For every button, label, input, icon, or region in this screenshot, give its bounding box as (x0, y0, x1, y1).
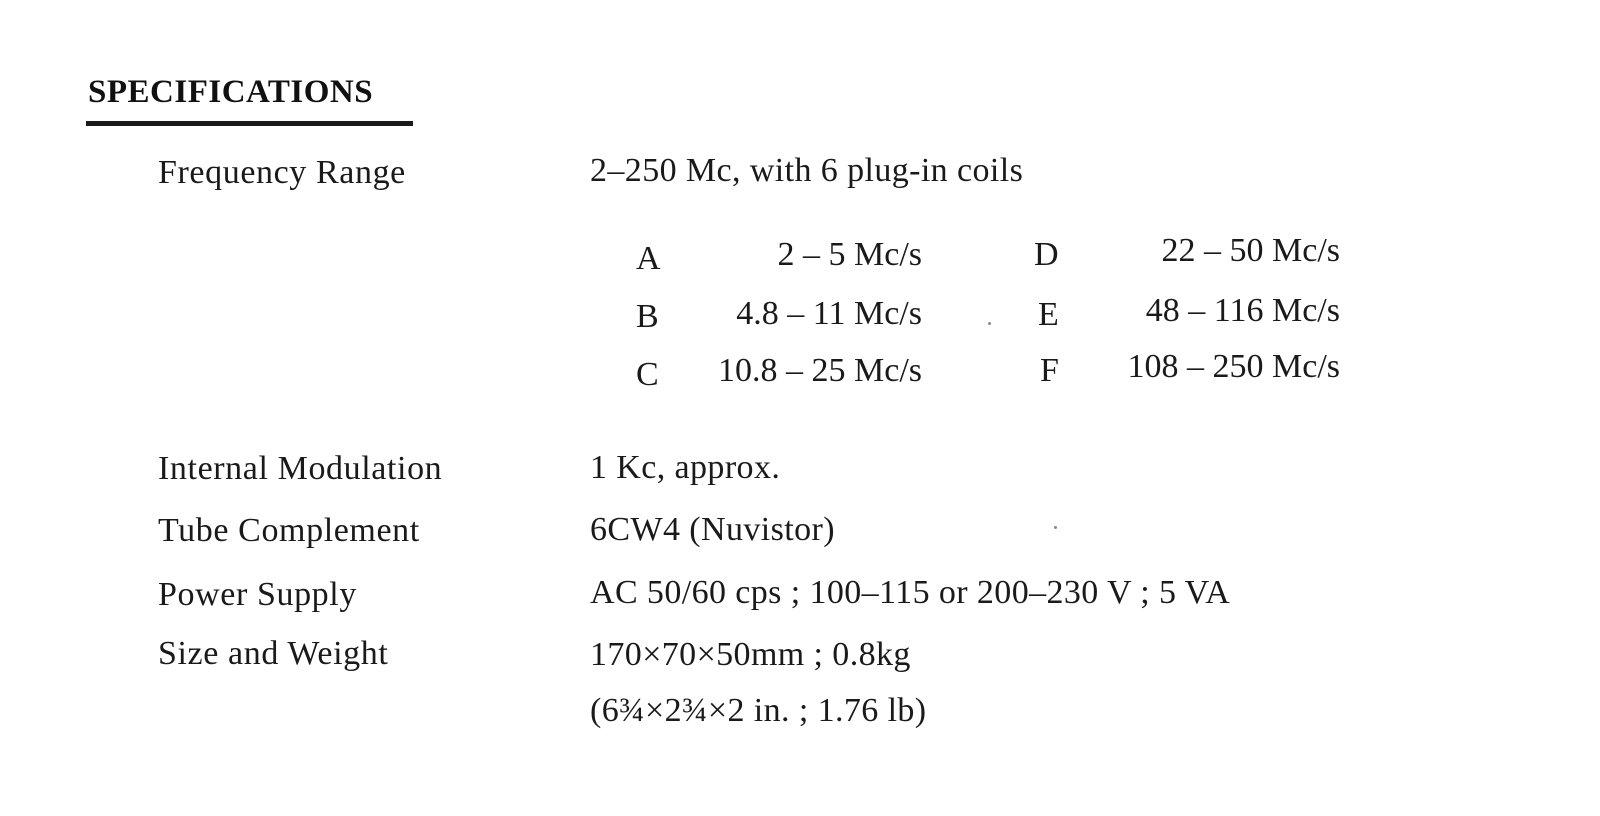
internal-modulation-value: 1 Kc, approx. (590, 449, 781, 486)
coil-letter-c: C (636, 356, 659, 393)
coil-letter-d: D (1034, 236, 1059, 273)
coil-range-d: 22 – 50 Mc/s (1161, 232, 1340, 269)
coil-letter-b: B (636, 298, 659, 335)
size-weight-imperial-value: (6¾×2¾×2 in. ; 1.76 lb) (590, 692, 927, 729)
size-weight-metric-value: 170×70×50mm ; 0.8kg (590, 636, 911, 673)
title-underline (86, 121, 413, 126)
size-weight-label: Size and Weight (158, 635, 389, 672)
page-title: SPECIFICATIONS (88, 74, 374, 110)
scan-speck (988, 322, 991, 325)
coil-range-f: 108 – 250 Mc/s (1127, 348, 1340, 385)
power-supply-value: AC 50/60 cps ; 100–115 or 200–230 V ; 5 VA (590, 574, 1231, 611)
scan-speck (1054, 526, 1057, 529)
frequency-range-value: 2–250 Mc, with 6 plug-in coils (590, 152, 1024, 189)
frequency-range-label: Frequency Range (158, 154, 406, 191)
coil-range-e: 48 – 116 Mc/s (1145, 292, 1340, 329)
power-supply-label: Power Supply (158, 576, 357, 613)
coil-range-b: 4.8 – 11 Mc/s (736, 295, 922, 332)
coil-letter-e: E (1038, 296, 1059, 333)
coil-letter-f: F (1040, 352, 1059, 389)
internal-modulation-label: Internal Modulation (158, 450, 443, 487)
coil-range-c: 10.8 – 25 Mc/s (718, 352, 922, 389)
coil-letter-a: A (636, 240, 661, 277)
tube-complement-label: Tube Complement (158, 512, 420, 549)
coil-range-a: 2 – 5 Mc/s (777, 236, 922, 273)
tube-complement-value: 6CW4 (Nuvistor) (590, 511, 835, 548)
